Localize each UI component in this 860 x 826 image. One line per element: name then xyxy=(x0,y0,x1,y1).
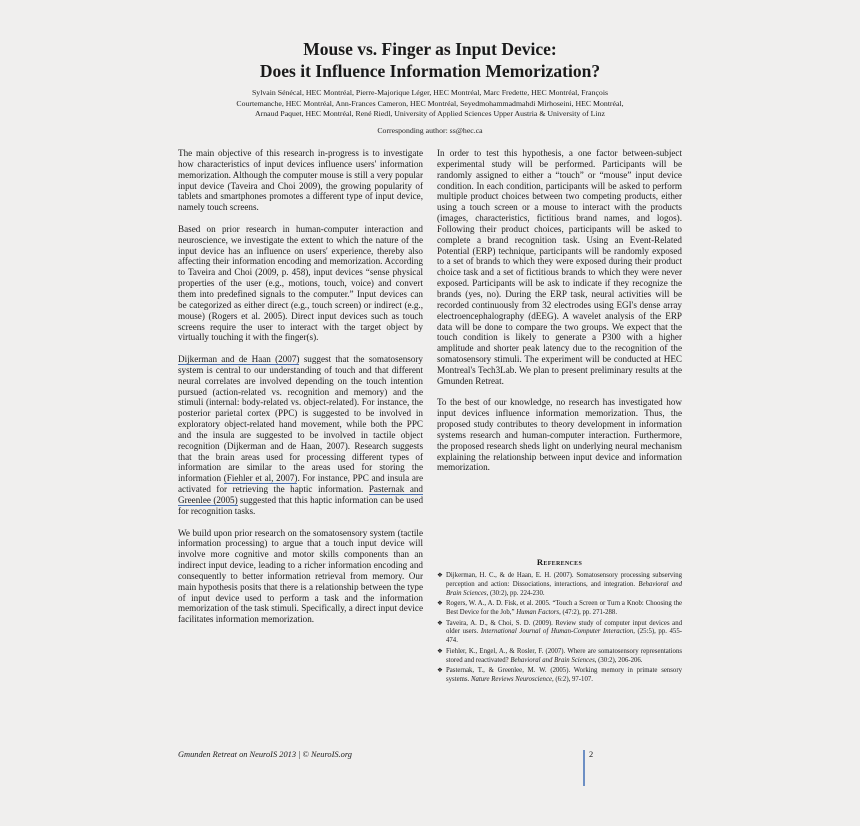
page-footer: Gmunden Retreat on NeuroIS 2013 | © NeuroIS.org xyxy=(178,750,352,759)
reference-list xyxy=(437,572,682,686)
author-line: Arnaud Paquet, HEC Montréal, René Riedl, University of Applied Sciences Upper Austria & University of Linz xyxy=(255,109,605,118)
paragraph: Based on prior research in human-computer interaction and neuroscience, we investigate the extent to which the nature of the input device has an influence on users' experience, thereby also affecting their information encoding and memorization. According to Taveira and Choi (2009, p. 458), input devices “sense physical properties of the user (e.g., motions, touch, voice) and convert them into predefined signals to the computer.” Input devices can be categorized as either direct (e.g., touch screen) or indirect (e.g., mouse) (Rogers et al. 2005). Direct input devices such as touch screens require the user to interact with the target object by virtually touching it with the finger(s). xyxy=(178,223,423,343)
references-heading: References xyxy=(536,557,583,567)
citation-link[interactable]: Pasternak and Greenlee (2005) xyxy=(178,484,423,505)
left-column xyxy=(178,148,423,636)
citation-link[interactable]: Dijkerman and de Haan (2007) xyxy=(178,354,300,365)
diamond-bullet-icon: ❖ xyxy=(437,600,443,608)
page-number: 2 xyxy=(589,750,594,759)
title-line-1: Mouse vs. Finger as Input Device: xyxy=(303,39,557,59)
paragraph xyxy=(178,354,423,517)
reference-item: ❖ Pasternak, T., & Greenlee, M. W. (2005). Working memory in primate sensory systems. Nature Reviews Neuroscience, (6:2), 97-107. xyxy=(437,667,682,683)
diamond-bullet-icon: ❖ xyxy=(437,619,443,627)
diamond-bullet-icon: ❖ xyxy=(437,572,443,579)
paragraph: To the best of our knowledge, no research has investigated how input devices influence information memorization. Thus, the proposed study contributes to theory development in information systems research and human-computer interaction. Furthermore, the proposed research sheds light on underlying neural mechanism explaining the relationship between input device and information memorization. xyxy=(437,397,682,473)
right-column xyxy=(437,148,682,484)
author-line: Sylvain Sénécal, HEC Montréal, Pierre-Majorique Léger, HEC Montréal, Marc Fredette, HEC Montréal, François xyxy=(251,88,609,97)
diamond-bullet-icon: ❖ xyxy=(437,647,443,655)
paragraph-text: suggest that the somatosensory system is central to our understanding of touch and that different neural correlates are involved depending on the touch intention pursued (action-related vs. recognition and memory) and the stimuli (internal: body-related vs. object-related). For instance, the posterior parietal cortex (PPC) is suggested to be involved in exploratory object-related hand movement, while both the PPC and the insula are suggested to be involved in tactile object recognition (Dijkerman and de Haan, 2007). Research suggests that the brain areas used for processing different types of information are similar to the areas used for storing the information xyxy=(178,354,423,484)
reference-item: ❖ Rogers, W. A., A. D. Fisk, et al. 2005. “Touch a Screen or Turn a Knob: Choosing the Best Device for the Job,” Human Factors, (47:2), pp. 271-288. xyxy=(437,600,682,617)
reference-item: ❖ Dijkerman, H. C., & de Haan, E. H. (2007). Somatosensory processing subserving perception and action: Dissociations, interactions, and integration. Behavioral and Brain Sciences, (30:2), pp. 224-230. xyxy=(437,572,682,597)
paragraph-text: . For instance, PPC and insula are activated for retrieving the haptic information. xyxy=(178,473,423,495)
paper-title xyxy=(150,38,710,82)
title-line-2: Does it Influence Information Memorization? xyxy=(259,61,601,81)
paragraph: In order to test this hypothesis, a one factor between-subject experimental study will be performed. Participants will be randomly assigned to either a “touch” or “mouse” input device condition. In each condition, participants will be asked to perform multiple product choices between two competing products, either using a touch screen or a mouse to interact with the products (images, characteristics, fictitious brand names, and logos). Following their product choices, participants will be asked to complete a brand recognition task. Using an Event-Related Potential (ERP) technique, participants will be randomly exposed to a set of brands to which they were exposed during their product choice task and a set of fictitious brands to which they were never exposed. Participants will be ask to indicate if they recognize the brands (yes, no). During the ERP task, neural activities will be recorded continuously from 32 electrodes using EGI's dense array electroencephalography (dEEG). A wavelet analysis of the ERP data will be done to compare the two groups. We expect that the touch condition is likely to generate a P300 with a higher amplitude and shorter peak latency due to the recognition of the somatosensory stimuli. The experiment will be conducted at HEC Montreal's Tech3Lab. We plan to present preliminary results at the Gmunden Retreat. xyxy=(437,148,682,386)
paragraph: We build upon prior research on the somatosensory system (tactile information processing) to argue that a touch input device will involve more cognitive and motor skills components than an indirect input device, leading to a richer information encoding and consequently to better information retrieval from memory. Our main hypothesis posits that there is a relationship between the type of input device used to perform a task and the information memorization of the task stimuli. Specifically, a direct input device facilitates information memorization. xyxy=(178,527,423,625)
citation-link[interactable]: (Fiehler et al, 2007) xyxy=(223,473,298,484)
diamond-bullet-icon: ❖ xyxy=(437,667,443,675)
reference-item: ❖ Fiehler, K., Engel, A., & Rosler, F. (2007). Where are somatosensory representations stored and reactivated? Behavioral and Brain Sciences, (30:2), 206-206. xyxy=(437,647,682,664)
paragraph: The main objective of this research in-progress is to investigate how characteristics of input devices influence users' information memorization. Although the computer mouse is still a very popular input device (Taveira and Choi 2009), the growing popularity of tablets and smartphones promotes a different type of input device, namely touch screens. xyxy=(178,148,423,213)
footer-divider xyxy=(583,750,585,786)
author-line: Courtemanche, HEC Montréal, Ann-Frances Cameron, HEC Montréal, Seyedmohammadmahdi Mirhoseini, HEC Montréal, xyxy=(236,98,624,108)
paragraph-text: suggested that this haptic information can be used for recognition tasks. xyxy=(178,495,424,516)
corresponding-author: Corresponding author: ss@hec.ca xyxy=(377,126,483,135)
reference-item: ❖ Taveira, A. D., & Choi, S. D. (2009). Review study of computer input devices and older users. International Journal of Human-Computer Interaction, (25:5), pp. 455-474. xyxy=(437,619,682,645)
author-list xyxy=(190,88,670,120)
